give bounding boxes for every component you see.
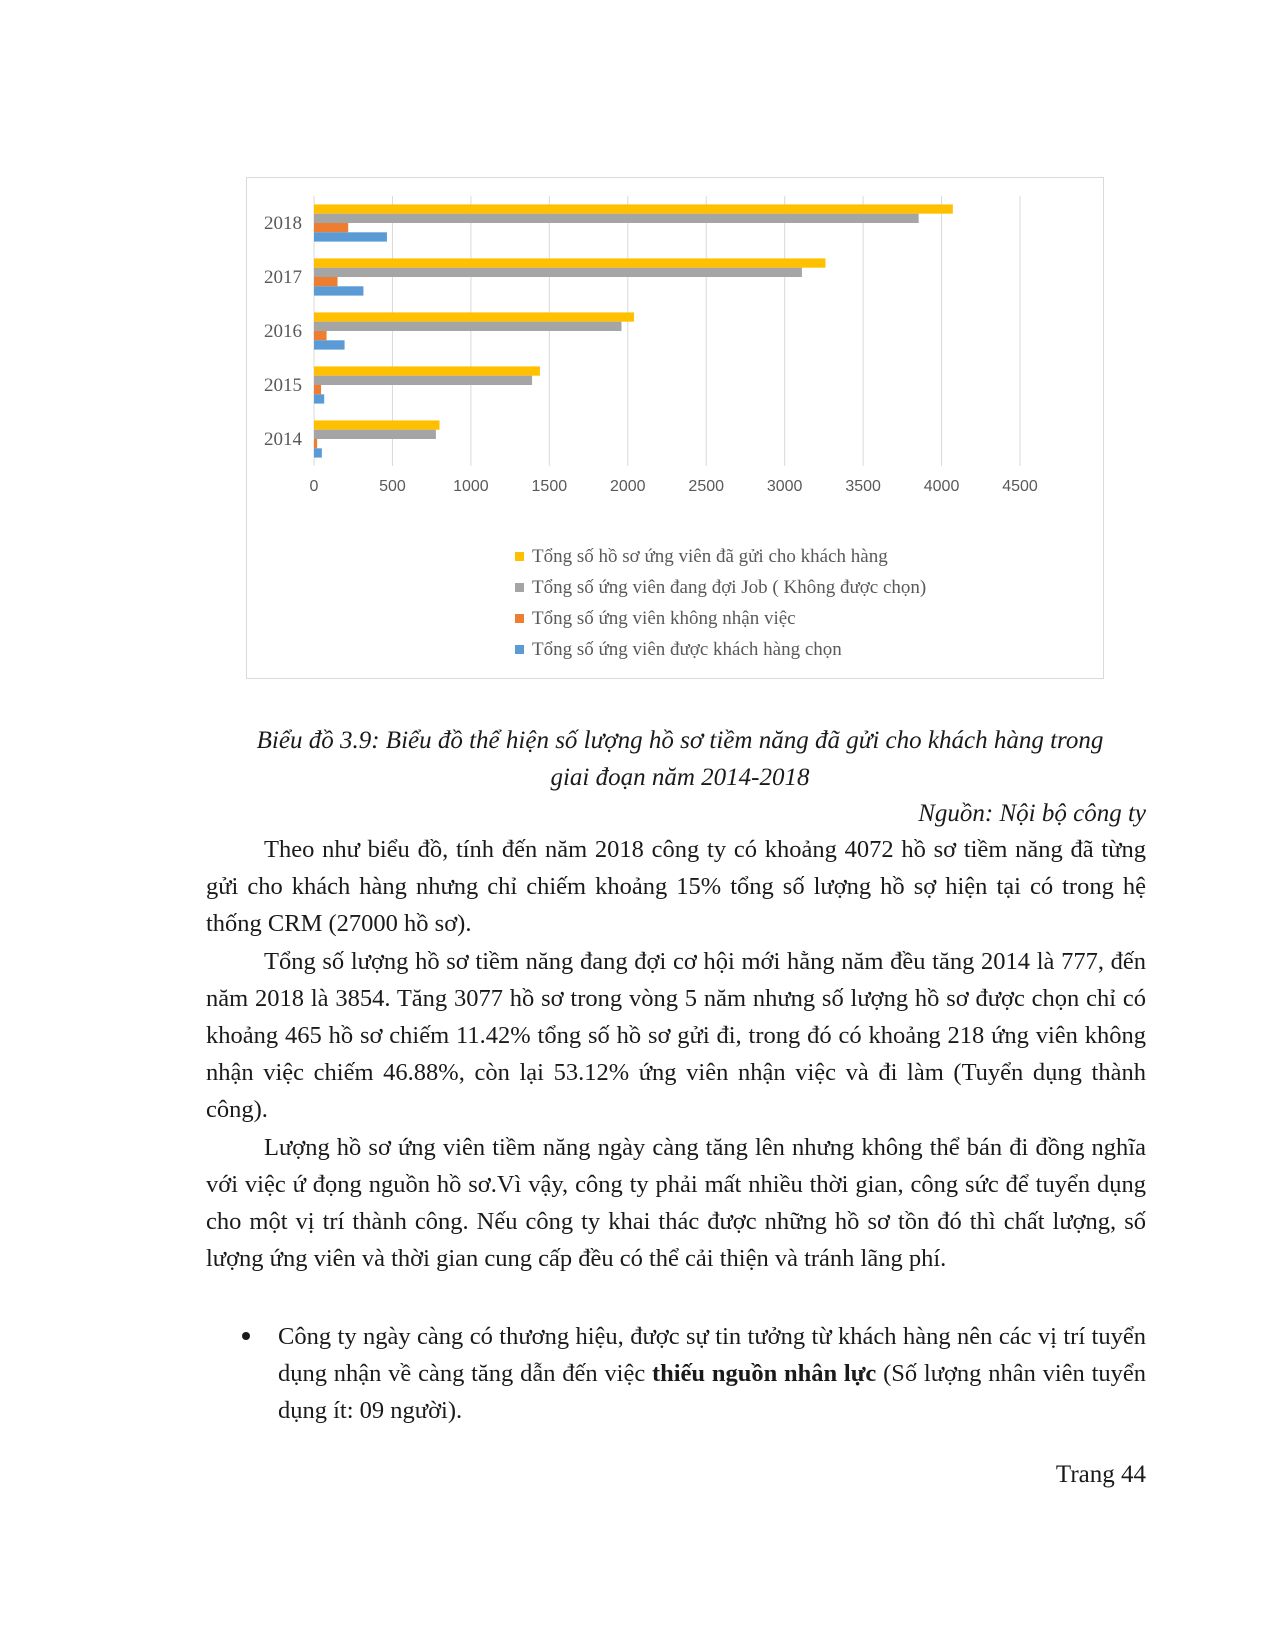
bar-2016-series-2: [314, 322, 622, 331]
bar-2015-series-4: [314, 394, 324, 403]
source-note: Nguồn: Nội bộ công ty: [918, 800, 1146, 827]
bar-2018-series-3: [314, 223, 348, 232]
legend-item: [515, 634, 926, 665]
y-category-label: 2017: [264, 267, 302, 288]
bar-2014-series-3: [314, 439, 317, 448]
bullet-text-bold: thiếu nguồn nhân lực: [651, 1360, 877, 1388]
body-text: [206, 831, 1146, 1277]
bar-2017-series-3: [314, 277, 338, 286]
paragraph: Lượng hồ sơ ứng viên tiềm năng ngày càng tăng lên nhưng không thể bán đi đồng nghĩa với việc ứ đọng nguồn hồ sơ.Vì vậy, công ty phải mất nhiều thời gian, công sức để tuyển dụng cho một vị trí thành công. Nếu công ty khai thác được những hồ sơ tồn đó thì chất lượng, số lượng ứng viên và thời gian cung cấp đều có thể cải thiện và tránh lãng phí.: [206, 1133, 1146, 1273]
bar-2018-series-4: [314, 232, 387, 241]
legend-label: Tổng số ứng viên đang đợi Job ( Không được chọn): [532, 576, 927, 598]
bar-2014-series-1: [314, 420, 440, 429]
legend-swatch-icon: [515, 614, 524, 623]
bar-2018-series-1: [314, 204, 953, 213]
x-tick-label: 4000: [923, 478, 960, 495]
bar-2014-series-4: [314, 448, 322, 457]
legend-item: [515, 572, 926, 603]
bullet-text-end: (Số lượng nhân viên tuyển dụng ít: 09 người).: [278, 1360, 1147, 1425]
chart-legend: [515, 541, 926, 665]
x-tick-label: 0: [309, 478, 319, 495]
bullet-dot-icon: [242, 1332, 250, 1340]
y-category-label: 2018: [264, 213, 302, 234]
legend-item: [515, 603, 926, 634]
x-tick-label: 500: [379, 478, 406, 495]
y-category-label: 2014: [264, 429, 302, 450]
page-number: Trang 44: [1055, 1461, 1146, 1488]
legend-label: Tổng số ứng viên được khách hàng chọn: [532, 638, 842, 660]
bar-2016-series-3: [314, 331, 327, 340]
bar-2016-series-1: [314, 312, 634, 321]
bar-2014-series-2: [314, 430, 436, 439]
legend-label: Tổng số ứng viên không nhận việc: [532, 607, 796, 629]
bar-2017-series-4: [314, 286, 363, 295]
legend-item: [515, 541, 926, 572]
bar-2018-series-2: [314, 214, 919, 223]
legend-swatch-icon: [515, 645, 524, 654]
bar-2017-series-1: [314, 258, 825, 267]
bar-2017-series-2: [314, 268, 802, 277]
y-category-label: 2015: [264, 375, 302, 396]
bar-2016-series-4: [314, 340, 345, 349]
paragraph: Theo như biểu đồ, tính đến năm 2018 công ty có khoảng 4072 hồ sơ tiềm năng đã từng gửi cho khách hàng nhưng chỉ chiếm khoảng 15% tổng số lượng hồ sợ hiện tại có trong hệ thống CRM (27000 hồ sơ).: [206, 836, 1146, 938]
bar-2015-series-3: [314, 385, 321, 394]
x-tick-label: 3000: [766, 478, 803, 495]
x-tick-label: 1000: [453, 478, 489, 495]
y-category-label: 2016: [264, 321, 302, 342]
bullet-item: [206, 1318, 1146, 1430]
legend-swatch-icon: [515, 583, 524, 592]
bar-2015-series-1: [314, 366, 540, 375]
caption-line-1: Biểu đồ 3.9: Biểu đồ thể hiện số lượng hồ sơ tiềm năng đã gửi cho khách hàng trong: [256, 727, 1104, 754]
paragraph: Tổng số lượng hồ sơ tiềm năng đang đợi cơ hội mới hằng năm đều tăng 2014 là 777, đến năm 2018 là 3854. Tăng 3077 hồ sơ trong vòng 5 năm nhưng số lượng hồ sơ được chọn chỉ có khoảng 465 hồ sơ chiếm 11.42% tổng số hồ sơ gửi đi, trong đó có khoảng 218 ứng viên không nhận việc chiếm 46.88%, còn lại 53.12% ứng viên nhận việc và đi làm (Tuyển dụng thành công).: [206, 947, 1146, 1124]
x-tick-label: 2000: [609, 478, 646, 495]
chart-caption: [205, 722, 1155, 796]
bullet-text: [278, 1318, 1146, 1430]
x-tick-label: 3500: [845, 478, 881, 495]
chart-container: [246, 177, 1104, 679]
caption-line-2: giai đoạn năm 2014-2018: [550, 764, 810, 791]
x-tick-label: 4500: [1002, 478, 1038, 495]
bullet-text-start: Công ty ngày càng có thương hiệu, được sự tin tưởng từ khách hàng nên các vị trí tuyển dụng nhận về càng tăng dẫn đến việc: [278, 1323, 1146, 1388]
bar-2015-series-2: [314, 376, 532, 385]
x-tick-label: 2500: [688, 478, 725, 495]
legend-label: Tổng số hồ sơ ứng viên đã gửi cho khách hàng: [532, 545, 888, 567]
x-tick-label: 1500: [531, 478, 568, 495]
legend-swatch-icon: [515, 552, 524, 561]
